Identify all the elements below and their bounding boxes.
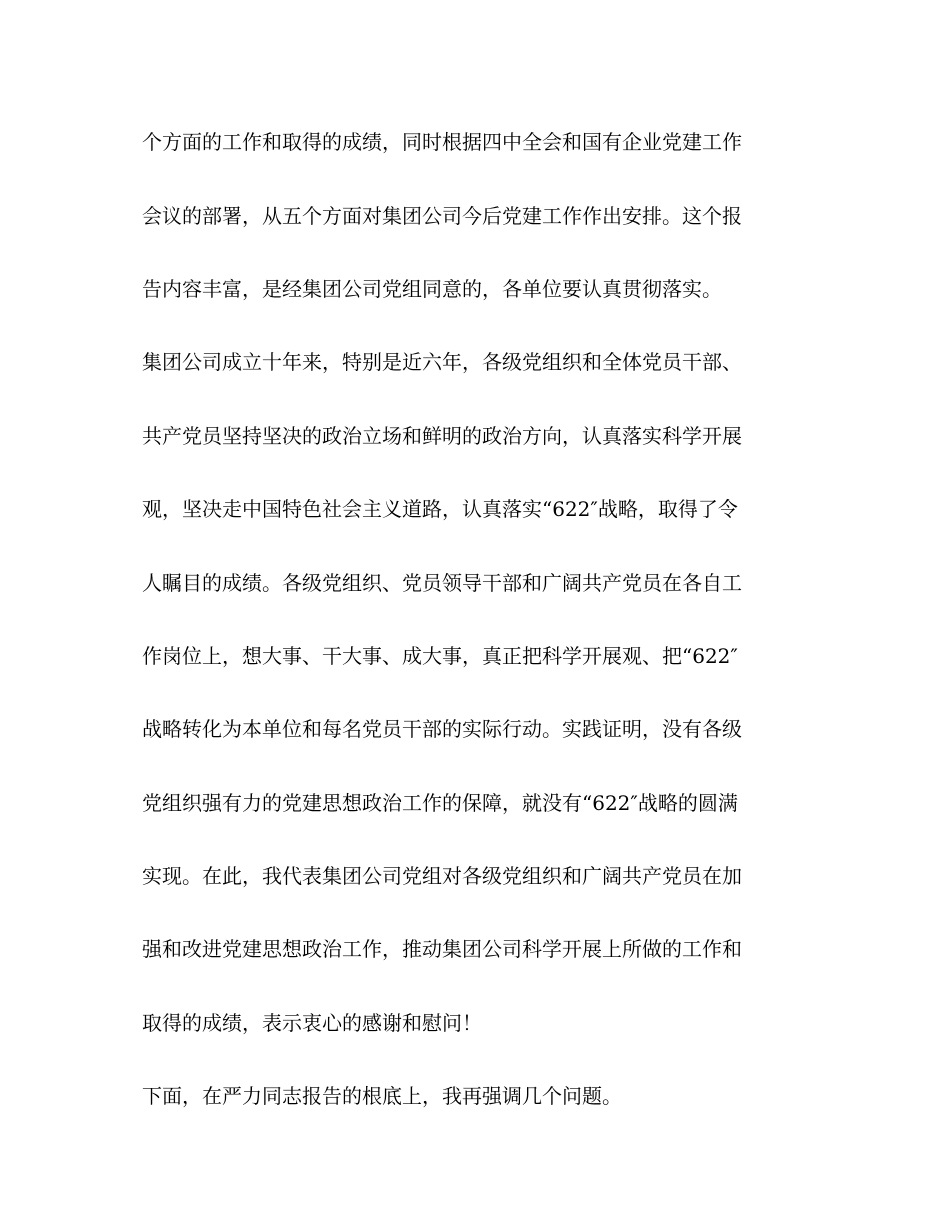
text-line: 共产党员坚持坚决的政治立场和鲜明的政治方向，认真落实科学开展 <box>142 424 742 448</box>
text-line: 战略转化为本单位和每名党员干部的实际行动。实践证明，没有各级 <box>142 717 742 741</box>
text-line: 个方面的工作和取得的成绩，同时根据四中全会和国有企业党建工作 <box>142 130 742 154</box>
text-line: 下面，在严力同志报告的根底上，我再强调几个问题。 <box>142 1084 622 1108</box>
text-line: 告内容丰富，是经集团公司党组同意的，各单位要认真贯彻落实。 <box>142 277 722 301</box>
text-line: 会议的部署，从五个方面对集团公司今后党建工作作出安排。这个报 <box>142 204 742 228</box>
text-line: 观，坚决走中国特色社会主义道路，认真落实“622″战略，取得了令 <box>142 497 738 521</box>
text-line: 党组织强有力的党建思想政治工作的保障，就没有“622″战略的圆满 <box>142 791 738 815</box>
text-line: 取得的成绩，表示衷心的感谢和慰问！ <box>142 1011 482 1035</box>
text-line: 集团公司成立十年来，特别是近六年，各级党组织和全体党员干部、 <box>142 350 742 374</box>
text-line: 作岗位上，想大事、干大事、成大事，真正把科学开展观、把“622″ <box>142 644 738 668</box>
text-line: 实现。在此，我代表集团公司党组对各级党组织和广阔共产党员在加 <box>142 864 742 888</box>
text-line: 强和改进党建思想政治工作，推动集团公司科学开展上所做的工作和 <box>142 937 742 961</box>
text-line: 人瞩目的成绩。各级党组织、党员领导干部和广阔共产党员在各自工 <box>142 571 742 595</box>
